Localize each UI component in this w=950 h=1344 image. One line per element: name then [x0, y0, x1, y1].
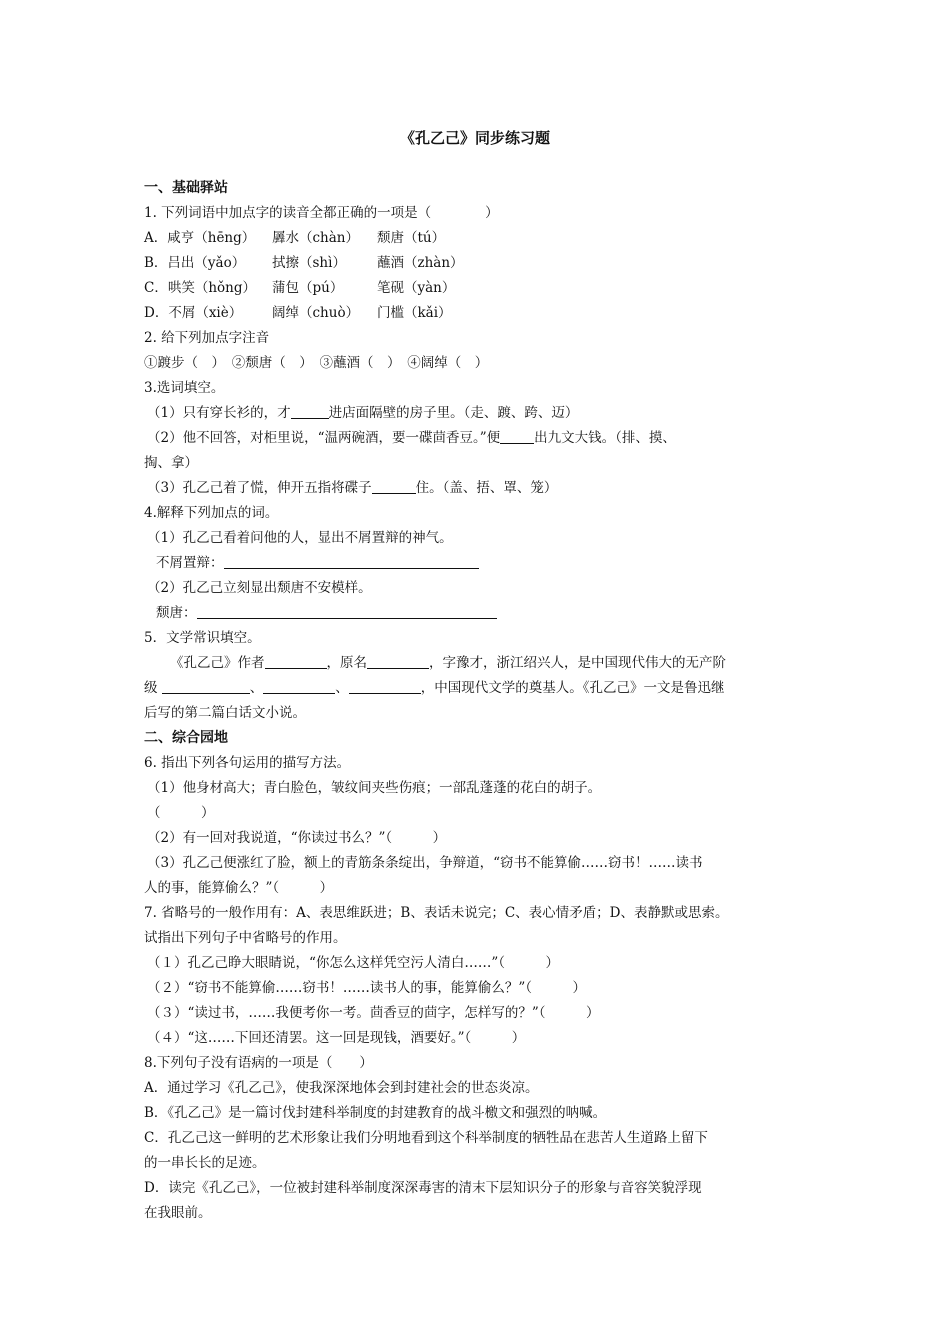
answer-blank[interactable]: [349, 678, 421, 694]
question-6-3: （3）孔乙己便涨红了脸，额上的青筋条条绽出，争辩道，“窃书不能算偷……窃书！……读书: [147, 855, 703, 871]
question-6: 6. 指出下列各句运用的描写方法。: [144, 755, 351, 771]
question-3: 3.选词填空。: [144, 380, 225, 396]
question-8: 8.下列句子没有语病的一项是（ ）: [144, 1055, 373, 1071]
question-7-instruction: 试指出下列句子中省略号的作用。: [144, 930, 347, 946]
page-title: 《孔乙己》同步练习题: [399, 129, 550, 147]
question-4-2: （2）孔乙己立刻显出颓唐不安模样。: [147, 580, 372, 596]
question-6-1-paren: （ ）: [147, 805, 215, 821]
answer-line[interactable]: [197, 603, 497, 619]
answer-blank[interactable]: [162, 678, 250, 694]
option-8d-cont: 在我眼前。: [144, 1205, 212, 1221]
question-6-1: （1）他身材高大；青白脸色，皱纹间夹些伤痕；一部乱蓬蓬的花白的胡子。: [147, 780, 602, 796]
question-7: 7. 省略号的一般作用有：A、表思维跃进；B、表话未说完；C、表心情矛盾；D、表静默或思索。: [144, 905, 729, 921]
question-7-4: （４）“这……下回还清罢。这一回是现钱，酒要好。”（ ）: [147, 1030, 526, 1046]
question-3-2-cont: 掏、拿）: [144, 455, 198, 471]
question-1: 1. 下列词语中加点字的读音全都正确的一项是（ ）: [144, 205, 499, 221]
option-1d: D．不屑（xiè） 阔绰（chuò） 门槛（kǎi）: [144, 305, 452, 321]
option-8c-cont: 的一串长长的足迹。: [144, 1155, 266, 1171]
option-8b: B．《孔乙己》是一篇讨伐封建科举制度的封建教育的战斗檄文和强烈的呐喊。: [144, 1105, 607, 1121]
answer-blank[interactable]: [367, 653, 429, 669]
option-1c: C．哄笑（hǒng） 蒲包（pú） 笔砚（yàn）: [144, 280, 456, 296]
question-7-3: （３）“读过书，……我便考你一考。茴香豆的茴字，怎样写的？”（ ）: [147, 1005, 600, 1021]
question-7-1: （１）孔乙己睁大眼睛说，“你怎么这样凭空污人清白……”（ ）: [147, 955, 560, 971]
question-5: 5．文学常识填空。: [144, 630, 261, 646]
question-6-3-cont: 人的事，能算偷么？”（ ）: [144, 880, 334, 896]
answer-blank[interactable]: [372, 478, 416, 494]
answer-line[interactable]: [224, 553, 479, 569]
question-4-2-answer: 颓唐：: [144, 601, 824, 626]
answer-blank[interactable]: [500, 428, 534, 444]
question-5-line-2: 级 、 、 ，中国现代文学的奠基人。《孔乙己》一文是鲁迅继: [144, 680, 725, 696]
answer-blank[interactable]: [265, 653, 327, 669]
question-4-1: （1）孔乙己看着问他的人，显出不屑置辩的神气。: [147, 530, 453, 546]
question-3-1: （1）只有穿长衫的，才 进店面隔壁的房子里。（走、踱、跨、迈）: [147, 405, 579, 421]
answer-blank[interactable]: [291, 403, 329, 419]
question-2: 2. 给下列加点字注音: [144, 330, 270, 346]
question-3-3: （3）孔乙己着了慌，伸开五指将碟子 住。（盖、捂、罩、笼）: [147, 480, 558, 496]
option-8d: D．读完《孔乙己》，一位被封建科举制度深深毒害的清末下层知识分子的形象与音容笑貌浮现: [144, 1180, 702, 1196]
question-5-line-1: 《孔乙己》作者 ，原名 ，字豫才，浙江绍兴人，是中国现代伟大的无产阶: [170, 655, 726, 671]
option-8a: A．通过学习《孔乙己》，使我深深地体会到封建社会的世态炎凉。: [144, 1080, 539, 1096]
question-5-line-3: 后写的第二篇白话文小说。: [144, 705, 306, 721]
question-2-items: ①踱步（ ） ②颓唐（ ） ③蘸酒（ ） ④阔绰（ ）: [144, 355, 489, 371]
question-4: 4.解释下列加点的词。: [144, 505, 279, 521]
answer-blank[interactable]: [263, 678, 335, 694]
section-heading-comprehensive: 二、综合园地: [144, 730, 228, 746]
option-1b: B．吕出（yǎo） 拭擦（shì） 蘸酒（zhàn）: [144, 255, 464, 271]
question-7-2: （２）“窃书不能算偷……窃书！……读书人的事，能算偷么？”（ ）: [147, 980, 587, 996]
worksheet-content: [144, 176, 824, 1226]
section-heading-basic: 一、基础驿站: [144, 180, 228, 196]
question-6-2: （2）有一回对我说道，“你读过书么？”（ ）: [147, 830, 447, 846]
option-8c: C．孔乙己这一鲜明的艺术形象让我们分明地看到这个科举制度的牺牲品在悲苦人生道路上留下: [144, 1130, 708, 1146]
option-1a: A．咸亨（hēng） 羼水（chàn） 颓唐（tú）: [144, 230, 446, 246]
question-3-2: （2）他不回答，对柜里说，“温两碗酒，要一碟茴香豆。”便 出九文大钱。（排、摸、: [147, 430, 676, 446]
question-4-1-answer: 不屑置辩：: [144, 551, 824, 576]
